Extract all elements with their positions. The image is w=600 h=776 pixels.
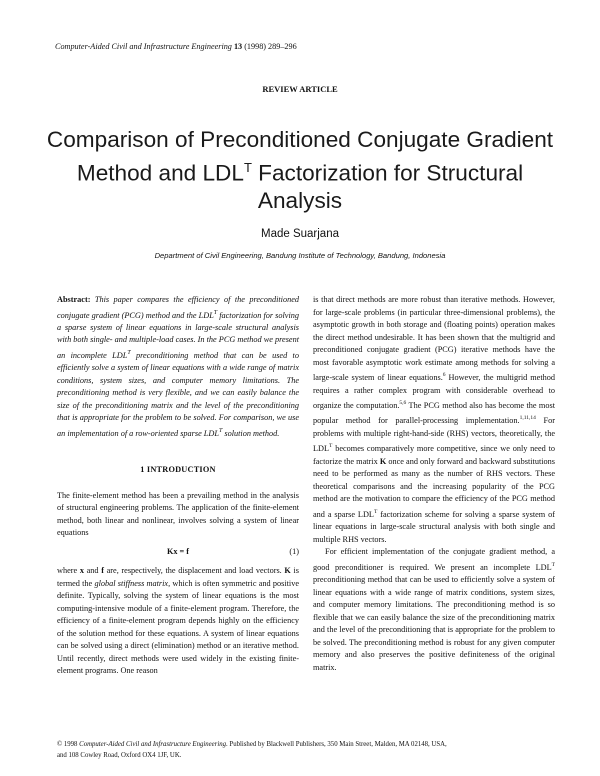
section-heading: 1 INTRODUCTION [140,465,216,475]
volume-number: 13 [233,42,243,51]
equation-text: Kx = f [166,547,190,556]
year-pages: (1998) 289–296 [244,42,297,51]
term-global-stiffness: global stiffness matrix, [94,578,171,588]
text-b: is termed the [57,566,299,588]
left-column [57,294,299,678]
text-r2a: For efficient implementation of the conjugate gradient method, a good preconditioner is required. We present an incomplete LDL [313,547,555,572]
author-name: Made Suarjana [261,228,339,240]
right-paragraph-2 [313,546,555,674]
abstract [57,294,299,440]
title-line-2b: Factorization for Structural [251,160,524,186]
sup-t-2: T [373,508,378,515]
title-line-1: Comparison of Preconditioned Conjugate Gradient [46,127,554,152]
sup-t-3: T [551,561,555,568]
text-r1d: For problems with multiple right-hand-side (RHS) vectors, theoretically, the LDL [313,416,555,454]
paper-title [40,126,560,214]
abstract-sup-1: T [213,309,218,316]
text-r1b: However, the multigrid method requires a rather complex program with considerable overhead to organize the computation. [313,373,555,410]
journal-name: Computer-Aided Civil and Infrastructure Engineering [55,42,232,51]
text-r1g: factorization scheme for solving a sparse system of linear equations in large-scale structural analysis with both single and multiple RHS vectors. [313,509,555,544]
abstract-sup-2: T [127,349,131,356]
right-paragraph-1 [313,294,555,546]
text-where: where [57,566,80,575]
footer-address: and 108 Cowley Road, Oxford OX4 1JF, UK. [57,751,182,759]
abstract-text-2: factorization for solving a sparse system of linear equations in large-scale structural analysis with both single- and multiple-load cases. In the PCG method we present an incomplete LDL [57,310,299,360]
copyright-symbol: © 1998 [57,741,80,748]
running-header [55,42,297,51]
reference-1-11-14: 1,11,14 [519,415,536,422]
equation-1 [57,542,299,560]
intro-paragraph-1: The finite-element method has been a prevailing method in the analysis of structural engineering problems. The application of the finite-element method, both linear and nonlinear, involves solving a system of linear equations [57,490,299,538]
sup-t-1: T [329,443,333,450]
symbol-K: K [379,456,387,466]
text-and: and [83,566,102,575]
intro-paragraph-2 [57,565,299,678]
right-column [313,294,555,674]
text-r1e: becomes comparatively more competitive, since we only need to factorize the matrix [313,444,555,466]
abstract-label: Abstract: [57,295,91,304]
text-r1c: The PCG method also has become the most popular method for parallel-processing implementation. [313,400,555,426]
symbol-K: K [284,566,291,575]
text-r2b: preconditioning method that can be used to efficiently solve a system of linear equations with a wide range of matrix conditions, system sizes, and computer memory limitations. The preconditioning method is so flexible that we can easily balance the size of the preconditioning matrix and the level of the preconditioning that is appropriate for the problem to be solved. The preconditioning method is robust for any given computer memory and also preserves the positive definiteness of the original matrix. [313,574,555,672]
title-line-3: Analysis [257,187,343,213]
abstract-sup-3: T [218,427,223,434]
title-line-2a: Method and LDL [76,160,244,186]
abstract-text-1: This paper compares the efficiency of the preconditioned conjugate gradient (PCG) method and the LDL [57,295,299,320]
footer-journal: Computer-Aided Civil and Infrastructure Engineering [79,741,227,748]
affiliation: Department of Civil Engineering, Bandung Institute of Technology, Bandung, Indonesia [154,251,446,260]
text-r1a: is that direct methods are more robust than iterative methods. However, for large-scale problems (in particular three-dimensional problems), the asymptotic growth in both storage and (floating points) operation makes the direct method undesirable. It has been shown that the multigrid and preconditioned conjugate gradient (PCG) iterative methods have the most favorable asymptotic work estimate among methods for solving a large-scale system of linear equations. [313,295,555,383]
copyright-footer [57,740,557,761]
title-superscript: T [243,159,252,175]
abstract-text-3: preconditioning method that can be used to efficiently solve a system of linear equations with a wide range of matrix conditions, system sizes, and computer memory limitations. The preconditioning method is very flexible, and we can easily balance the size of the preconditioning matrix and the level of the preconditioning that is appropriate for the problem to be solved. For comparison, we use an implementation of a row-oriented sparse LDL [57,350,299,438]
reference-5-6: 5,6 [399,400,407,407]
text-c: which is often symmetric and positive definite. Typically, solving the system of linear equations is the most computing-intensive module of a finite-element program. Therefore, the efficiency of a finite-element program depends highly on the efficiency of the solution method for these equations. A system of linear equations can be solved using a direct (elimination) method or an iterative method. Until recently, direct methods were used widely in the existing finite-element programs. One reason [57,578,299,676]
text-r1f: once and only forward and backward substitutions need to be performed as many as the number of RHS vectors. These theoretical comparisons and the increasing popularity of the PCG method are the motivation to compare the efficiency of the PCG method and a sparse LDL [313,456,555,519]
text-a: are, respectively, the displacement and load vectors. [103,566,285,575]
article-type: REVIEW ARTICLE [262,84,338,94]
footer-publisher: . Published by Blackwell Publishers, 350 Main Street, Malden, MA 02148, USA, [226,741,447,748]
symbol-f: f [101,566,104,575]
equation-number: (1) [289,547,299,556]
reference-6: 6 [442,372,446,379]
abstract-text-4: solution method. [222,428,280,438]
symbol-x: x [79,566,84,575]
